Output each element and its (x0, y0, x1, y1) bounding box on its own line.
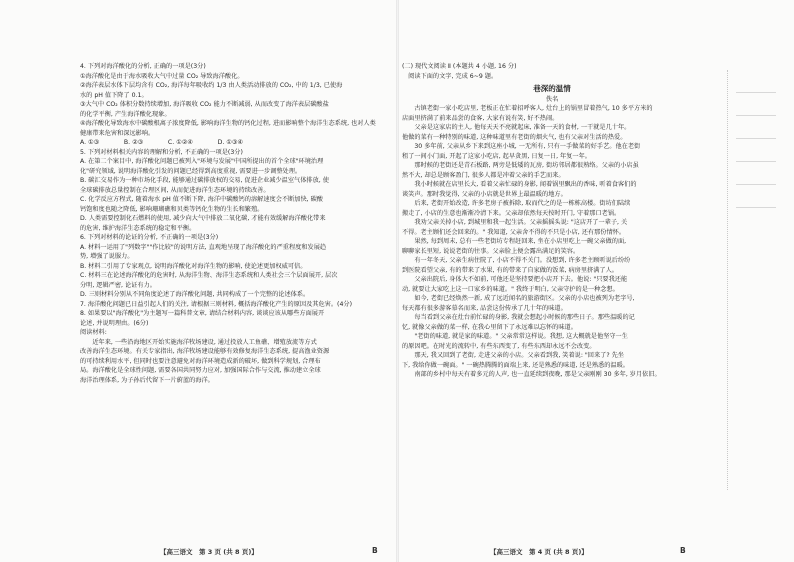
text-line: 局。海洋酸化是全球性问题, 需要各国共同努力应对, 加强国际合作与交流, 推动建立全球 (80, 367, 321, 374)
footer-left: 【高三语文 第 3 页 (共 8 页)】 (160, 548, 258, 556)
text-line: 4. 下列对海洋酸化的分析, 正确的一项是(3分) (80, 63, 206, 70)
text-line: 阅读下面的文字, 完成 6~9 题。 (402, 72, 498, 80)
text-line: 的危害, 维护海洋生态系统的稳定和平衡。 (80, 224, 196, 232)
text-line: 每当看到父亲在灶台前忙碌的身影, 我就会想起小时候的那些日子。那些温暖的记 (402, 314, 635, 321)
text-line: 化"研究领域, 说明海洋酸化引发的问题已经得到高度重视, 需要进一步调整处理。 (80, 167, 302, 175)
text-line: ③大气中 CO₂ 体积分数持续增加, 海洋吸收 CO₂ 能力不断减弱, 从而改变了海洋表层碳酸盐 (80, 101, 329, 108)
text-line: D. 人类需要控制化石燃料的使用, 减少向大气中排放二氧化碳, 才能有效缓解海洋酸化带来 (80, 215, 326, 222)
text-line: 果然, 每到周末, 总有一些老街坊专程赶回来, 坐在小店里吃上一碗父亲做的面, (402, 238, 627, 245)
text-line: 全球碳排放总量控制在合理区间, 从而促进海洋生态环境的持续改善。 (80, 186, 270, 194)
text-line: ①海洋酸化是由于海水吸收大气中过量 CO₂ 导致海洋酸化。 (80, 72, 244, 80)
text-line: 钙饱和度也随之降低, 影响珊瑚礁和贝类等钙化生物的生长和繁殖。 (80, 205, 264, 213)
text-line: 近年来, 一些沿海地区开始实施海洋牧场建设, 通过投放人工鱼礁、增殖放流等方式 (80, 338, 317, 346)
text-line: 的可持续利用水平, 但同时也要注意避免对海洋环境造成新的破坏, 做到科学规划, 合理布 (80, 357, 321, 365)
article-author: 佚名 (545, 95, 559, 103)
text-line: 7. 海洋酸化问题已日益引起人们的关注, 请根据三则材料, 概括海洋酸化产生的原因及其危害。(4分) (80, 300, 352, 308)
text-line: A. ①③ B. ②③ C. ①②④ D. ①③④ (80, 139, 243, 146)
text-line: 健康带来危害和深远影响。 (80, 129, 155, 137)
text-line: 水的 pH 值下降了 0.1。 (80, 91, 148, 99)
paper-mark-left: B (372, 546, 378, 555)
right-page-text (402, 62, 702, 380)
text-line: 如今, 老街已经焕然一新, 成了远近闻名的旅游街区。父亲的小店也被列为老字号, (402, 295, 635, 302)
text-line: 聊聊家长里短, 说说老街的往事。父亲脸上便会露出满足的笑容。 (402, 247, 580, 255)
text-line: 忆, 就像父亲做的菜一样, 在我心里留下了永远难以忘怀的味道。 (402, 323, 577, 331)
text-line: 然不大, 却总是顾客盈门, 很多人都是冲着父亲的手艺而来。 (402, 171, 565, 179)
text-line: 阅读材料: (80, 329, 107, 336)
text-line: 他做的菜有一种特别的味道, 这种味道里有老街的烟火气, 也有父亲对生活的热爱。 (402, 133, 627, 141)
text-line: 每天都有很多游客慕名而来, 品尝这份传承了几十年的味道。 (402, 304, 567, 312)
text-line: D. 三则材料分别从不同角度论述了海洋酸化问题, 共同构成了一个完整的论述体系。 (80, 291, 310, 298)
text-line: 租了一间小门面, 开起了这家小吃店, 起早贪黑, 日复一日, 年复一年。 (402, 152, 591, 160)
text-line: 改善海洋生态环境。有关专家指出, 海洋牧场建设能够有效修复海洋生态系统, 提高渔业资源 (80, 348, 330, 355)
text-line: 古镇老街一家小吃店里, 老板正在忙着招呼客人, 灶台上的锅里冒着热气, 10 多平方米的 (402, 105, 653, 112)
text-line: ②海洋表层水体下层均含有 CO₂, 海洋每年吸收约 1/3 由人类活动排放的 CO₂, 中的 1/3, 已使海 (80, 82, 343, 89)
left-page-text (80, 62, 388, 385)
text-line: 那天, 我又回到了老街, 走进父亲的小店。父亲看到我, 笑着说: "回来了? 先坐 (402, 352, 624, 359)
text-line: 后来, 老街开始改造, 许多老房子被拆除, 取而代之的是一栋栋高楼。街坊们陆续 (402, 200, 631, 207)
footer-right: 【高三语文 第 4 页 (共 8 页)】 (490, 548, 588, 556)
text-line: (二) 现代文阅读 Ⅱ (本题共 4 小题, 16 分) (402, 63, 517, 70)
text-line: 南部的乡村中每天有着多元的人声, 也一直延续到夜晚, 那是父亲刚刚 30 多年, 岁月依旧。 (402, 371, 661, 378)
text-line: 的原因吧。在时光的流转中, 有些东西变了, 有些东西却永远不会改变。 (402, 342, 596, 350)
text-line: 5. 下列对材料相关内容的理解和分析, 不正确的一项是(3分) (80, 148, 243, 156)
article-title: 巷深的温情 (533, 84, 571, 93)
text-line: 30 多年前, 父亲从乡下来到这座小城, 一无所有, 只有一手做菜的好手艺。他在老街 (402, 143, 641, 150)
text-line: C. 化学反应方程式, 随着海水 pH 值不断下降, 海洋中碳酸钙的溶解速度会不断加快, 碳酸 (80, 196, 323, 203)
text-line: 父亲是这家店的主人, 他每天天不亮就起床, 准备一天的食材, 一干就是几十年。 (402, 124, 631, 131)
text-line: 店面里挤满了前来品尝的食客, 大家有说有笑, 好不热闹。 (402, 114, 559, 122)
text-line: 6. 下列对材料的论证的分析, 不正确的一项是(3分) (80, 234, 219, 241)
text-line: 的化学平衡, 产生海洋酸化现象。 (80, 110, 171, 118)
text-line: "老街的味道, 就是家的味道。" 父亲常常这样说。我想, 这大概就是他坚守一生 (402, 333, 628, 340)
text-line: 有一年冬天, 父亲生病住院了, 小店不得不关门。没想到, 许多老主顾听说后纷纷 (402, 257, 631, 264)
text-line: ④海洋酸化导致海水中碳酸根离子浓度降低, 影响海洋生物的钙化过程, 进而影响整个海洋生态系统, 也对人类 (80, 120, 376, 127)
text-line: 下, 我给你做一碗面。" 一碗热腾腾的面端上来, 还是熟悉的味道, 还是熟悉的温暖。 (402, 361, 629, 369)
text-line: 海洋治理体系, 为子孙后代留下一片蔚蓝的海洋。 (80, 376, 214, 384)
text-line: 谈笑声。那时我觉得, 父亲的小店就是世界上最温暖的地方。 (402, 190, 567, 198)
text-line: C. 材料三在论述海洋酸化的危害时, 从海洋生物、海洋生态系统和人类社会三个层面展开, 层次 (80, 272, 338, 279)
text-line: 那时候的老街还是青石板路, 两旁是低矮的瓦房, 街坊邻居都很熟络。父亲的小店虽 (402, 162, 639, 169)
text-line: 搬走了, 小店的生意也渐渐冷清下来。父亲却依然每天按时开门, 守着那口老锅。 (402, 209, 621, 217)
page-fold (396, 0, 399, 562)
text-line: 8. 如果要以"海洋酸化"为主题写一篇科普文章, 请结合材料内容, 谈谈应该从哪些方面展开 (80, 310, 325, 317)
text-line: 我小时候就在店里长大, 看着父亲忙碌的身影, 闻着锅里飘出的香味, 听着食客们的 (402, 181, 637, 188)
text-line: B. 碳汇交易作为一种市场化手段, 能够通过碳排放权的交易, 促进企业减少温室气体排放, 使 (80, 177, 329, 184)
text-line: A. 材料一运用了"列数字""作比较"的说明方法, 直观地呈现了海洋酸化的严重程度和发展趋 (80, 243, 327, 251)
text-line: 论述, 并说明理由。(6分) (80, 319, 149, 327)
text-line: 势, 增强了说服力。 (80, 253, 134, 260)
margin-notes (727, 70, 788, 490)
text-line: 分明, 逻辑严密, 论证有力。 (80, 281, 156, 289)
text-line: 到医院看望父亲, 有的带来了水果, 有的带来了自家做的饭菜, 病房里挤满了人。 (402, 266, 618, 274)
text-line: B. 材料二引用了专家观点, 说明海洋酸化对海洋生物的影响, 使论述更加权威可信。 (80, 262, 307, 270)
text-line: 不得。老主顾们还会回来的。" 我知道, 父亲舍不得的不只是小店, 还有那份情怀。 (402, 228, 626, 236)
text-line: 动, 就要让大家吃上这一口家乡的味道。" 我终于明白, 父亲守护的是一种念想。 (402, 285, 619, 293)
text-line: A. 在第二个案目中, 海洋酸化问题已被列入"环境与发展"中国所提出的首个全球"环境治理 (80, 158, 324, 165)
paper-mark-right: B (680, 546, 686, 555)
text-line: 父亲出院后, 身体大不如前, 可他还是坚持要把小店开下去。他说: "只要我还能 (402, 276, 628, 283)
text-line: 我劝父亲关掉小店, 到城里和我一起生活。父亲摇摇头说: "这店开了一辈子, 关 (402, 219, 628, 226)
